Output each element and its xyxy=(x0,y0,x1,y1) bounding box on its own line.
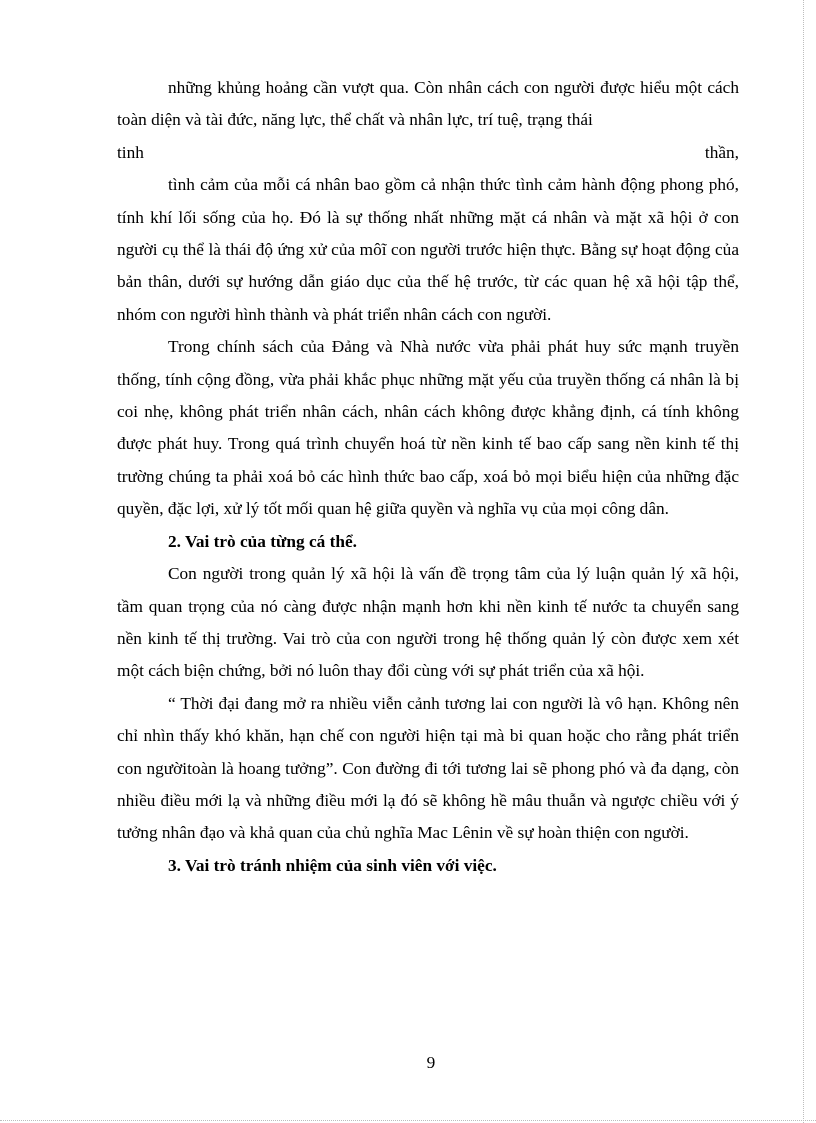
paragraph: Trong chính sách của Đảng và Nhà nước vừa phải phát huy sức mạnh truyền thống, tính cộng đồng, vừa phải khắc phục những mặt yếu của truyền thống cá nhân là bị coi nhẹ, không phát triển nhân cách, nhân cách không được khẳng định, cá tính không được phát huy. Trong quá trình chuyển hoá từ nền kinh tế bao cấp sang nền kinh tế thị trường chúng ta phải xoá bỏ các hình thức bao cấp, xoá bỏ mọi biểu hiện của những đặc quyền, đặc lợi, xử lý tốt mối quan hệ giữa quyền và nghĩa vụ của mọi công dân. xyxy=(117,337,739,519)
page-border-bottom xyxy=(0,1120,816,1121)
justified-line xyxy=(117,137,739,169)
document-body xyxy=(117,72,739,882)
section-heading: 3. Vai trò tránh nhiệm của sinh viên với việc. xyxy=(168,855,497,875)
page-border-right xyxy=(803,0,804,1123)
section-heading: 2. Vai trò của từng cá thể. xyxy=(168,531,357,551)
paragraph: tình cảm của mỗi cá nhân bao gồm cả nhận thức tình cảm hành động phong phó, tính khí lối sống của họ. Đó là sự thống nhất những mặt cá nhân và mặt xã hội ở con người cụ thể là thái độ ứng xử của môĩ con người trước hiện thực. Bằng sự hoạt động của bản thân, dưới sự hướng dẫn giáo dục của thế hệ trước, từ các quan hệ xã hội tập thể, nhóm con người hình thành và phát triển nhân cách con người. xyxy=(117,175,739,324)
page-number: 9 xyxy=(426,1053,436,1072)
line-right-word: thần, xyxy=(704,142,739,162)
line-left-word: tinh xyxy=(117,142,144,162)
paragraph: “ Thời đại đang mở ra nhiều viễn cảnh tương lai con người là vô hạn. Không nên chỉ nhìn thấy khó khăn, hạn chế con người hiện tại mà bi quan hoặc cho rằng phát triển con ngườitoàn là hoang tưởng”. Con đường đi tới tương lai sẽ phong phó và đa dạng, còn nhiều điều mới lạ và những điều mới lạ đó sẽ không hề mâu thuẫn và ngược chiều với ý tưởng nhân đạo và khả quan của chủ nghĩa Mac Lênin về sự hoàn thiện con người. xyxy=(117,693,739,843)
paragraph: Con người trong quản lý xã hội là vấn đề trọng tâm của lý luận quản lý xã hội, tầm quan trọng của nó càng được nhận mạnh hơn khi nền kinh tế nước ta chuyển sang nền kinh tế thị trường. Vai trò của con người trong hệ thống quản lý còn được xem xét một cách biện chứng, bởi nó luôn thay đổi cùng với sự phát triển của xã hội. xyxy=(117,564,739,681)
paragraph: những khủng hoảng cần vượt qua. Còn nhân cách con người được hiểu một cách toàn diện và tài đức, năng lực, thể chất và nhân lực, trí tuệ, trạng thái xyxy=(117,78,739,130)
